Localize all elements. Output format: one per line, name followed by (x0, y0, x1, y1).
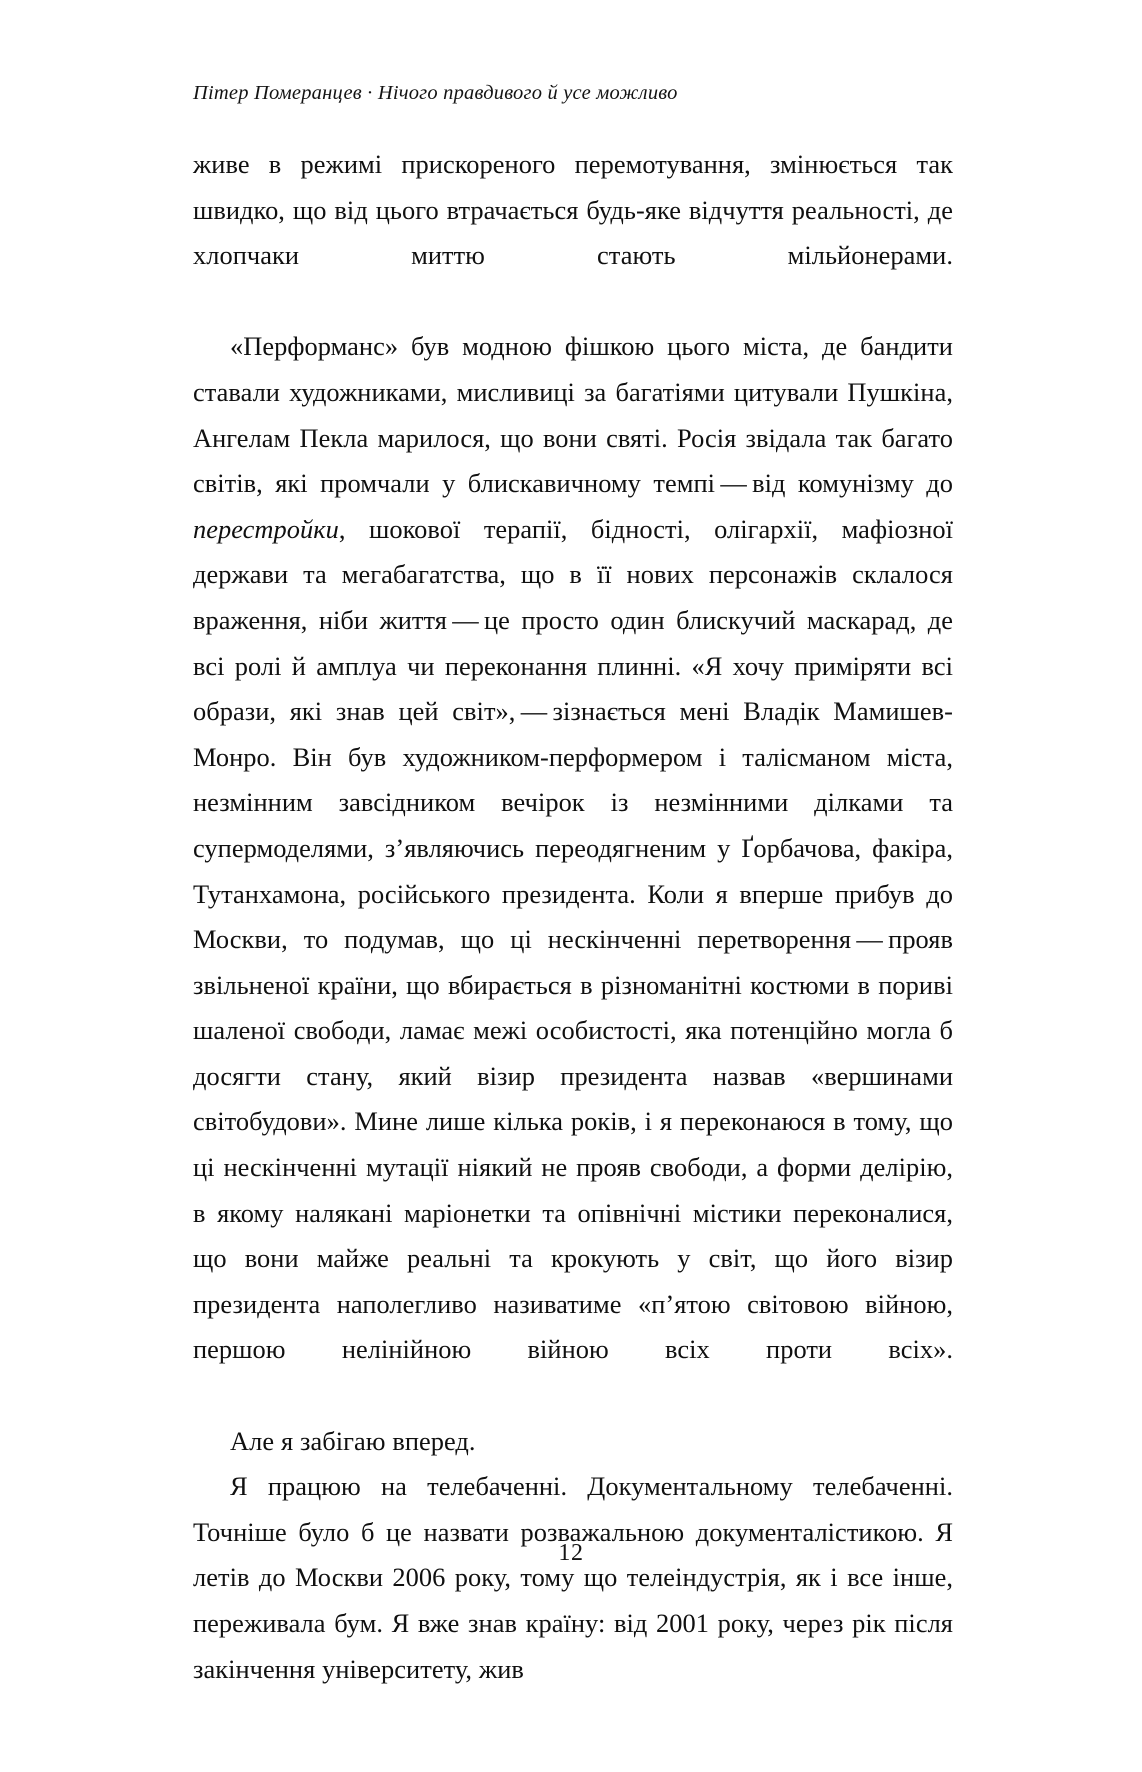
page-number: 12 (558, 1540, 584, 1566)
emphasized-term-perestroika: перестройки (193, 513, 339, 544)
paragraph-2-tail: , шокової терапії, бідності, олігархії, мафіозної держави та мегабагатства, що в її нових персонажів склалося враження, ніби життя — це просто один блискучий маскарад, де всі ролі й амплуа чи переконання плинні. «Я хочу приміряти всі образи, які знав цей світ», — зізнається мені Владік Мамишев-Монро. Він був художником-перформером і талісманом міста, незмінним завсідником вечірок із незмінними ділками та супермоделями, з’являючись переодягненим у Ґорбачова, факіра, Тутанхамона, російського президента. Коли я вперше прибув до Москви, то подумав, що ці нескінченні перетворення — прояв звільненої країни, що вбирається в різноманітні костюми в пориві шаленої свободи, ламає межі особистості, яка потенційно могла б досягти стану, який візир президента назвав «вершинами світобудови». Мине лише кілька років, і я переконаюся в тому, що ці нескінченні мутації ніякий не прояв свободи, а форми делірію, в якому налякані маріонетки та опівнічні містики переконалися, що вони майже реальні та крокують у світ, що його візир президента наполегливо називатиме «п’ятою світовою війною, першою нелінійною війною всіх проти всіх». (193, 513, 953, 1365)
paragraph-3-text: Але я забігаю вперед. (230, 1425, 476, 1456)
paragraph-4 (193, 1464, 953, 1692)
paragraph-1-text: живе в режимі прискореного перемотування, змінюється так швидко, що від цього втрачається будь-яке відчуття реальності, де хлопчаки миттю стають мільйонерами. (193, 149, 953, 271)
paragraph-2 (193, 324, 953, 1418)
body-text-block (193, 142, 953, 1692)
paragraph-4-text: Я працюю на телебаченні. Документальному телебаченні. Точніше було б це назвати розважальною документалістикою. Я летів до Москви 2006 року, тому що телеіндустрія, як і все інше, переживала бум. Я вже знав країну: від 2001 року, через рік після закінчення університету, жив (193, 1471, 953, 1684)
paragraph-1 (193, 142, 953, 324)
running-head: Пітер Померанцев · Нічого правдивого й усе можливо (193, 82, 678, 104)
paragraph-3 (193, 1419, 953, 1465)
paragraph-2-lead: «Перформанс» був модною фішкою цього міста, де бандити ставали художниками, мисливиці за багатіями цитували Пушкіна, Ангелам Пекла марилося, що вони святі. Росія звідала так багато світів, які промчали у блискавичному темпі — від комунізму до (193, 331, 953, 499)
